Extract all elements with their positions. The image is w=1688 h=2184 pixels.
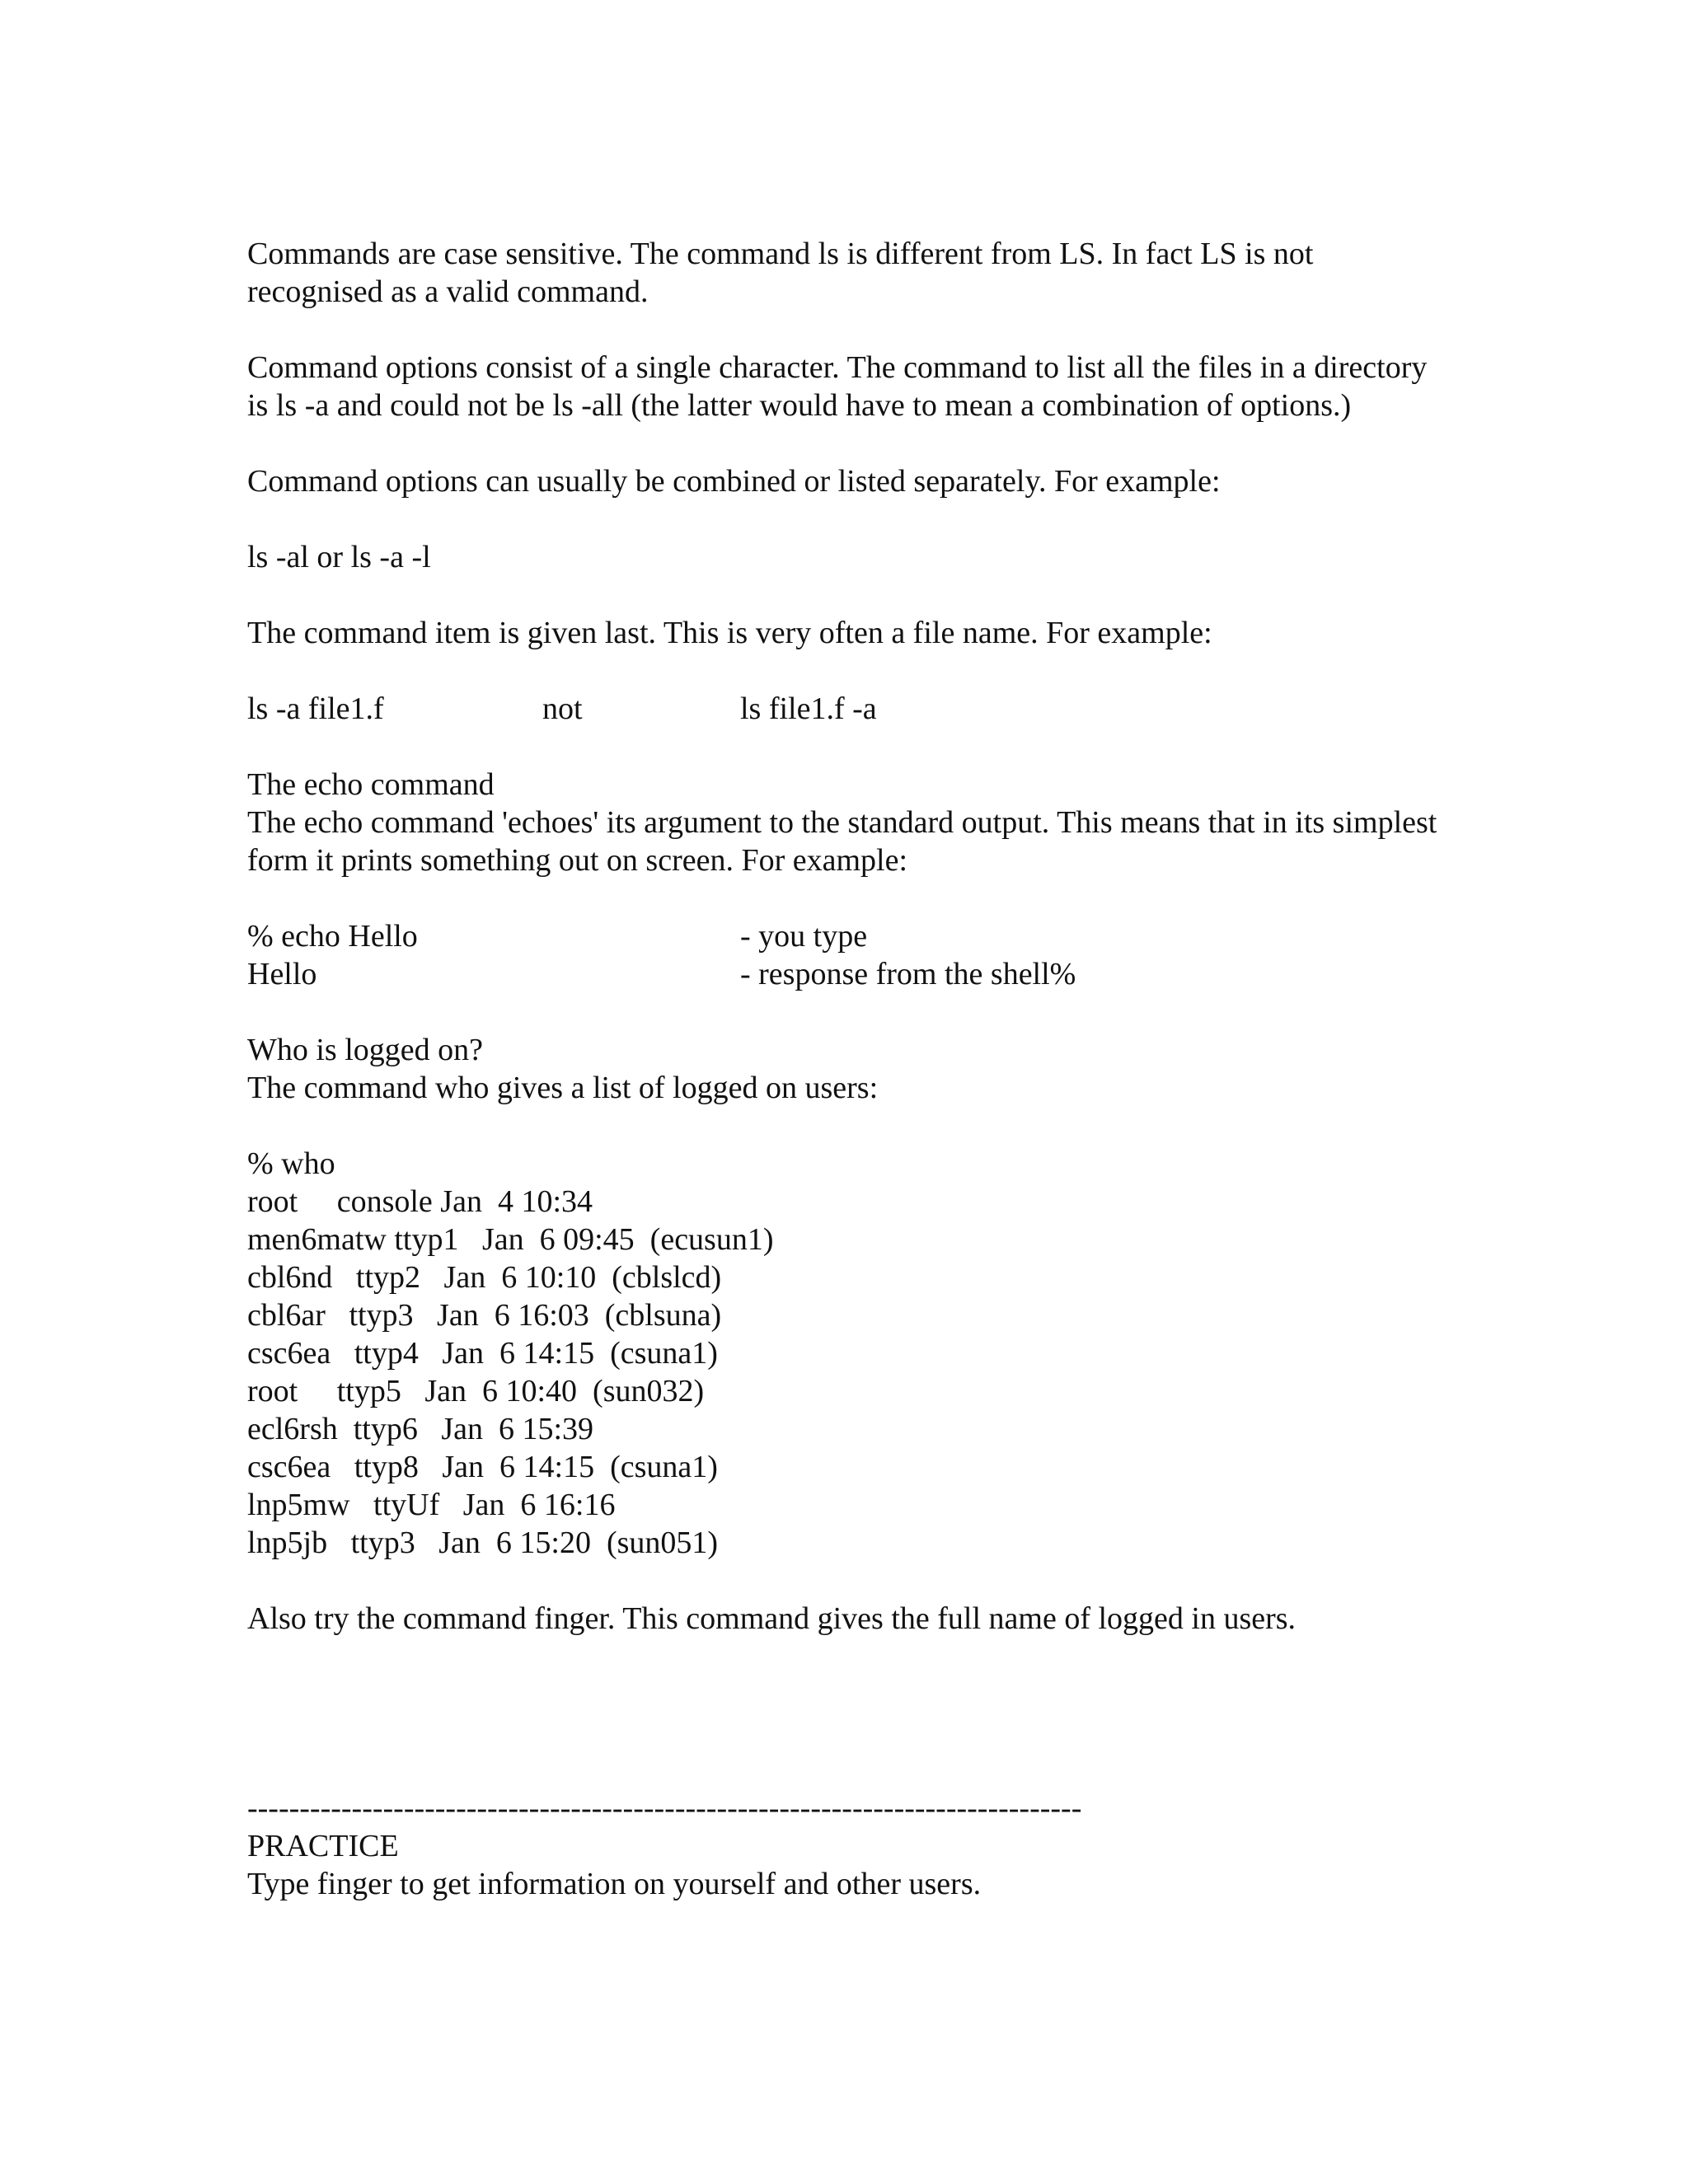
file-example-correct: ls -a file1.f xyxy=(247,691,384,726)
file-example-incorrect: ls file1.f -a xyxy=(740,691,877,726)
paragraph-item-last: The command item is given last. This is very often a file name. For example: xyxy=(247,616,1212,650)
who-output-line: lnp5jb ttyp3 Jan 6 15:20 (sun051) xyxy=(247,1526,719,1560)
who-output-line: lnp5mw ttyUf Jan 6 16:16 xyxy=(247,1488,616,1522)
who-output-line: ecl6rsh ttyp6 Jan 6 15:39 xyxy=(247,1412,594,1446)
echo-description: The echo command 'echoes' its argument to the standard output. This means that in its simplest form it prints something out on screen. For example: xyxy=(247,805,1445,878)
file-example-row xyxy=(247,690,1451,728)
who-output-line: csc6ea ttyp4 Jan 6 14:15 (csuna1) xyxy=(247,1336,718,1371)
who-command: % who xyxy=(247,1146,335,1181)
echo-example-note: - response from the shell% xyxy=(740,957,1076,991)
section-divider: -------------------------------------------------------------------------------- xyxy=(247,1791,1082,1825)
echo-example-row xyxy=(247,955,1451,993)
echo-example-row xyxy=(247,917,1451,955)
echo-example xyxy=(247,917,1451,993)
who-output-line: root ttyp5 Jan 6 10:40 (sun032) xyxy=(247,1374,705,1408)
who-output-line: cbl6ar ttyp3 Jan 6 16:03 (cblsuna) xyxy=(247,1298,722,1333)
paragraph-case-sensitive: Commands are case sensitive. The command ls is different from LS. In fact LS is not recognised as a valid command. xyxy=(247,237,1321,309)
who-output-line: csc6ea ttyp8 Jan 6 14:15 (csuna1) xyxy=(247,1450,718,1484)
paragraph-combined-options: Command options can usually be combined or listed separately. For example: xyxy=(247,464,1221,499)
echo-example-text: Hello xyxy=(247,957,317,991)
who-heading: Who is logged on? xyxy=(247,1033,484,1067)
combined-options-example: ls -al or ls -a -l xyxy=(247,540,431,574)
who-output-line: men6matw ttyp1 Jan 6 09:45 (ecusun1) xyxy=(247,1222,774,1257)
who-output-line: root console Jan 4 10:34 xyxy=(247,1184,593,1219)
practice-heading: PRACTICE xyxy=(247,1829,399,1863)
file-example-separator: not xyxy=(542,691,583,726)
who-description: The command who gives a list of logged on users: xyxy=(247,1071,879,1105)
who-output xyxy=(247,1145,1451,1562)
who-output-line: cbl6nd ttyp2 Jan 6 10:10 (cblslcd) xyxy=(247,1260,722,1295)
echo-example-text: % echo Hello xyxy=(247,919,418,954)
echo-heading: The echo command xyxy=(247,767,495,802)
paragraph-single-char-options: Command options consist of a single character. The command to list all the files in a directory is ls -a and could not be ls -all (the latter would have to mean a combination of options.) xyxy=(247,350,1435,423)
echo-example-note: - you type xyxy=(740,919,868,954)
section-spacer xyxy=(247,1675,1451,1789)
finger-note: Also try the command finger. This command gives the full name of logged in users. xyxy=(247,1601,1296,1636)
practice-instruction: Type finger to get information on yourself and other users. xyxy=(247,1867,982,1901)
document-body xyxy=(247,235,1451,1903)
